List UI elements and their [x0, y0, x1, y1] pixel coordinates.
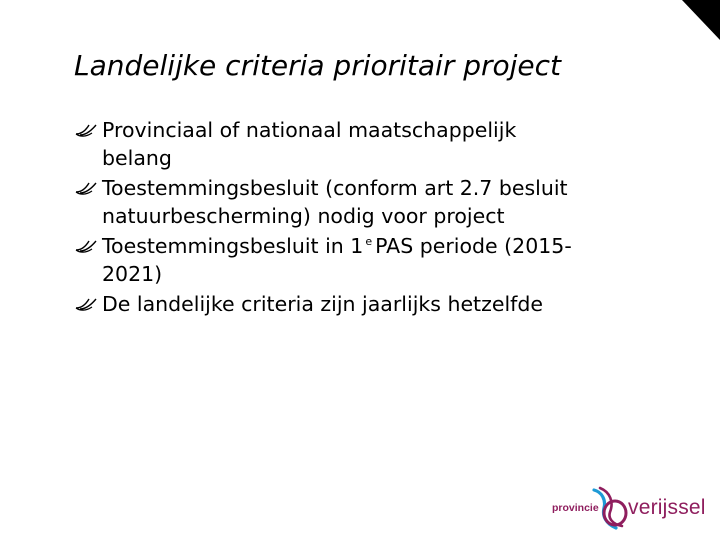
- overijssel-o-swirl-icon: [588, 486, 628, 532]
- bullet-text-part: Toestemmingsbesluit in 1: [102, 234, 364, 258]
- slide-title: Landelijke criteria prioritair project: [74, 49, 562, 82]
- bullet-text: Toestemmingsbesluit (conform art 2.7 besluit: [102, 176, 568, 200]
- superscript-text: e: [365, 235, 373, 249]
- provincie-overijssel-logo: [552, 484, 712, 532]
- leaf-swoosh-icon: [74, 180, 98, 196]
- logo-provincie-text: provincie: [552, 502, 599, 514]
- bullet-text-part: PAS periode (2015-: [375, 234, 572, 258]
- bullet-list: [74, 116, 694, 320]
- bullet-item: [74, 174, 694, 230]
- leaf-swoosh-icon: [74, 296, 98, 312]
- bullet-text: De landelijke criteria zijn jaarlijks hetzelfde: [102, 292, 544, 316]
- bullet-text-continuation: 2021): [102, 262, 163, 286]
- bullet-item: [74, 232, 694, 288]
- bullet-text: [102, 232, 694, 260]
- bullet-text-continuation: natuurbescherming) nodig voor project: [102, 204, 505, 228]
- bullet-text-continuation: belang: [102, 146, 172, 170]
- bullet-text: Provinciaal of nationaal maatschappelijk: [102, 118, 517, 142]
- bullet-item: [74, 290, 694, 318]
- logo-overijssel-text: verijssel: [628, 496, 706, 519]
- leaf-swoosh-icon: [74, 122, 98, 138]
- corner-triangle-decoration: [676, 0, 720, 44]
- bullet-item: [74, 116, 694, 172]
- leaf-swoosh-icon: [74, 238, 98, 254]
